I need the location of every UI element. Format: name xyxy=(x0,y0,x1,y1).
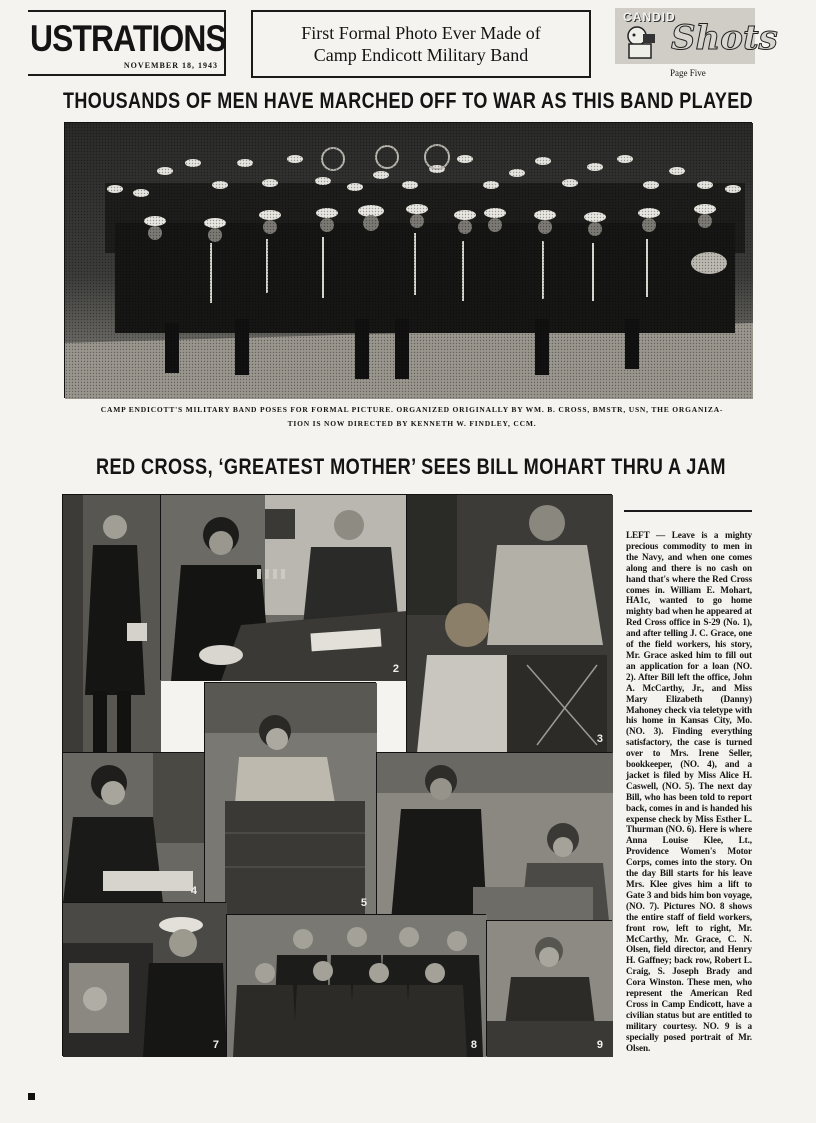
panel-number-8: 8 xyxy=(470,1039,477,1051)
section-title: USTRATIONS xyxy=(30,18,226,59)
photo-panel-2 xyxy=(160,494,406,680)
motor-corps-image xyxy=(63,903,227,1057)
panel-number-4: 4 xyxy=(190,885,197,897)
bookkeeper-image xyxy=(63,753,205,903)
candid-word: CANDID xyxy=(623,10,676,24)
photo-panel-4 xyxy=(62,752,204,902)
shots-word: Shots xyxy=(671,18,778,58)
band-photo-caption xyxy=(78,403,746,431)
olsen-portrait-image xyxy=(487,921,613,1057)
panel-number-3: 3 xyxy=(596,733,603,745)
feature-line-2: Camp Endicott Military Band xyxy=(313,45,529,65)
cameraman-cartoon-icon xyxy=(619,22,659,62)
expense-check-image xyxy=(377,753,613,921)
band-caption-line-1: CAMP ENDICOTT'S MILITARY BAND POSES FOR FORMAL PICTURE. ORGANIZED ORIGINALLY BY WM. B. CROSS, BMSTR, USN, THE ORGANIZA- xyxy=(100,405,724,414)
page-corner-mark xyxy=(28,1093,35,1100)
photo-panel-6 xyxy=(376,752,612,920)
photo-panel-8 xyxy=(226,914,486,1056)
band-photo-image xyxy=(65,123,753,399)
issue-date: NOVEMBER 18, 1943 xyxy=(123,61,218,70)
field-staff-group-image xyxy=(227,915,487,1057)
panel-number-5: 5 xyxy=(360,897,367,909)
loan-application-image xyxy=(161,495,407,681)
feature-line-1: First Formal Photo Ever Made of xyxy=(301,23,541,43)
band-photo xyxy=(64,122,752,398)
photo-panel-9 xyxy=(486,920,612,1056)
panel-number-7: 7 xyxy=(212,1039,219,1051)
page-number: Page Five xyxy=(670,68,706,78)
story-text: LEFT — Leave is a mighty precious commodity to men in the Navy, and when one comes along and there is no cash on hand that's where the Red Cross comes in. William E. Mohart, HA1c, wanted to go home mighty bad when he appeared at Red Cross office in S-29 (No. 1), and after telling J. C. Grace, one of the field workers, his story, Mr. Grace asked him to fill out an application for a loan (NO. 2). After Bill left the office, John A. McCarthy, Jr., and Miss Mary Elizabeth (Danny) Mahoney check via teletype with his home in Kansas City, Mo. (NO. 3). Finding everything satisfactory, the case is turned over to Mrs. Irene Seller, bookkeeper, (NO. 4), and a jacket is filed by Miss Alice H. Caswell, (NO. 5). The next day Bill, who has been told to report back, comes in and is handed his expense check by Miss Esther L. Thurman (NO. 6). Here is where Anna Louise Klee, Lt., Providence Women's Motor Corps, comes into the story. On the day Bill starts for his leave Mrs. Klee gives him a lift to Gate 3 and bids him bon voyage, (NO. 7). Pictures NO. 8 shows the entire staff of field workers, front row, left to right, Mr. McCarthy, Mr. Grace, C. N. Olsen, field director, and Henry H. Gaffney; back row, Robert L. Craig, S. Joseph Brady and Cora Winston. These men, who represent the American Red Cross in Camp Endicott, have a civilian status but are entitled to military courtesy. NO. 9 is a specially posed portrait of Mr. Olsen. xyxy=(626,530,752,1053)
teletype-image xyxy=(407,495,613,753)
red-cross-headline: RED CROSS, ‘GREATEST MOTHER’ SEES BILL MOHART THRU A JAM xyxy=(96,454,726,479)
feature-box xyxy=(251,10,591,78)
photo-panel-3 xyxy=(406,494,612,752)
panel-number-2: 2 xyxy=(392,663,399,675)
candid-shots-logo xyxy=(615,8,778,64)
masthead-section-box xyxy=(28,10,226,76)
sailor-standing-image xyxy=(63,495,161,753)
photo-panel-7 xyxy=(62,902,226,1056)
photo-panel-1 xyxy=(62,494,160,752)
file-clerk-image xyxy=(205,683,377,915)
band-caption-line-2: TION IS NOW DIRECTED BY KENNETH W. FINDLEY, CCM. xyxy=(287,419,537,428)
photo-panel-5 xyxy=(204,682,376,914)
story-rule xyxy=(624,510,752,512)
band-headline: THOUSANDS OF MEN HAVE MARCHED OFF TO WAR AS THIS BAND PLAYED xyxy=(63,88,754,113)
panel-number-9: 9 xyxy=(596,1039,603,1051)
